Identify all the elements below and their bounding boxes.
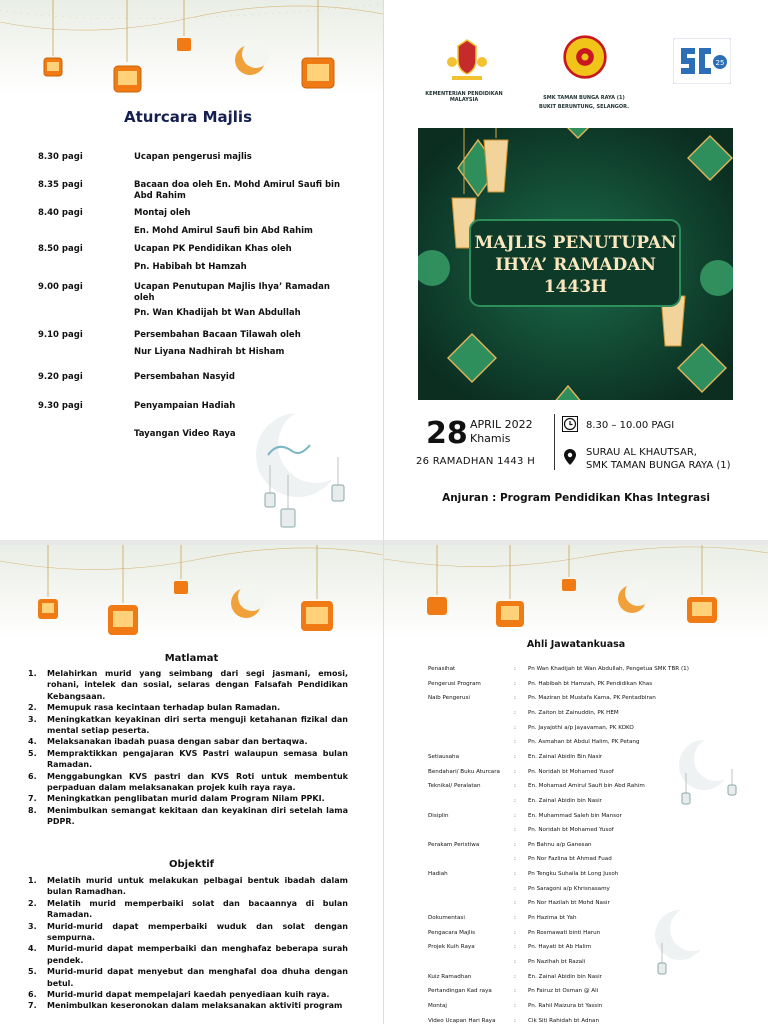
schedule-desc: Persembahan Nasyid — [134, 372, 235, 382]
schedule-time: 8.50 pagi — [38, 244, 83, 254]
list-item: 8. Menimbulkan semangat kekitaan dan keyakinan diri setelah lama PDPR. — [28, 805, 348, 827]
committee-colon: : — [514, 797, 516, 804]
poster-title-line1: MAJLIS PENUTUPAN — [474, 233, 677, 253]
event-day-number: 28 — [426, 416, 468, 451]
committee-member: Pn. Hayati bt Ab Halim — [528, 944, 592, 951]
list-item: 3. Murid-murid dapat memperbaiki wuduk dan solat dengan sempurna. — [28, 921, 348, 943]
committee-member: Cik Siti Rahidah bt Adnan — [528, 1017, 600, 1024]
crescent-moon-icon — [235, 40, 270, 75]
school-caption-line1: SMK TAMAN BUNGA RAYA (1) — [543, 95, 625, 101]
list-item: 7. Menimbulkan keseronokan dalam melaksanakan aktiviti program — [28, 1001, 343, 1011]
event-time: 8.30 – 10.00 PAGI — [586, 420, 675, 431]
committee-colon: : — [514, 812, 516, 819]
event-hijri-date: 26 RAMADHAN 1443 H — [416, 456, 536, 467]
lantern-icon — [562, 545, 576, 591]
lantern-icon — [687, 545, 717, 623]
committee-member: Pn. Rahil Maizura bt Yassin — [528, 1002, 603, 1009]
matlamat-title: Matlamat — [164, 653, 219, 664]
committee-member: Pn Wan Khadijah bt Wan Abdullah, Pengetua SMK TBR (1) — [528, 666, 689, 672]
committee-colon: : — [514, 827, 516, 834]
committee-member: Pn Nazihah bt Razali — [528, 959, 586, 965]
crescent-moon-icon — [618, 580, 651, 613]
hanging-lanterns-decoration — [384, 545, 768, 635]
list-item: 7. Meningkatkan penglibatan murid dalam Program Nilam PPKI. — [28, 794, 325, 804]
schedule-time: 9.10 pagi — [38, 330, 83, 340]
lantern-icon — [108, 545, 138, 635]
committee-member: Pn Bahnu a/p Ganesan — [528, 841, 592, 848]
school-caption-line2: BUKIT BERUNTUNG, SELANGOR. — [539, 104, 629, 110]
committee-member: Pn Tengku Suhaila bt Long Jusoh — [528, 871, 619, 878]
lantern-icon — [44, 0, 62, 76]
committee-role: Perakam Peristiwa — [428, 841, 480, 848]
list-item: 1. Melahirkan murid yang seimbang dari segi jasmani, emosi, rohani, intelek dan sosial, selaras dengan Falsafah Pendidikan Kebangsaan. — [28, 669, 348, 701]
objektif-list — [28, 875, 348, 1012]
crescent-moon-icon — [231, 583, 266, 618]
committee-role: Penasihat — [428, 666, 456, 672]
lantern-icon — [427, 545, 447, 615]
list-item: 5. Mempraktikkan pengajaran KVS Pastri walaupun semasa bulan Ramadan. — [28, 748, 348, 770]
schedule-title: Aturcara Majlis — [123, 108, 252, 126]
committee-role: Setiausaha — [428, 753, 460, 760]
committee-colon: : — [514, 680, 516, 687]
committee-member: Pn. Maziran bt Mustafa Kama, PK Pentadbiran — [528, 695, 656, 702]
lantern-icon — [302, 0, 334, 88]
hanging-lanterns-decoration — [0, 0, 383, 100]
lantern-icon — [174, 545, 188, 594]
ministry-caption: KEMENTERIAN PENDIDIKAN MALAYSIA — [425, 91, 503, 103]
committee-member: Pn Nor Fazlina bt Ahmad Fuad — [528, 856, 612, 863]
eid-moon-decoration — [250, 405, 360, 535]
list-item: 1. Melatih murid untuk melakukan pelbagai bentuk ibadah dalam bulan Ramadhan. — [28, 876, 348, 897]
committee-member: Pn Rosmawati binti Harun — [528, 929, 601, 936]
clock-icon — [562, 416, 578, 432]
lantern-icon — [38, 545, 58, 619]
matlamat-list — [28, 668, 348, 828]
schedule-desc: Ucapan pengerusi majlis — [134, 152, 252, 162]
list-item: 2. Melatih murid memperbaiki solat dan bacaannya di bulan Ramadan. — [28, 898, 348, 920]
committee-member: Pn. Zaiton bt Zainuddin, PK HEM — [528, 709, 619, 716]
list-item: 2. Memupuk rasa kecintaan terhadap bulan Ramadan. — [28, 703, 281, 713]
event-poster — [418, 128, 733, 400]
committee-colon: : — [514, 1017, 516, 1024]
committee-colon: : — [514, 929, 516, 936]
committee-member: Pn. Habibah bt Hamzah, PK Pendidikan Khas — [528, 680, 653, 687]
poster-title-line2: IHYA’ RAMADAN — [495, 255, 656, 275]
event-weekday: Khamis — [470, 432, 511, 445]
committee-colon: : — [514, 695, 516, 702]
schedule-desc: Montaj oleh — [134, 208, 191, 218]
school-crest-logo — [556, 34, 614, 80]
location-pin-icon — [564, 449, 576, 465]
schedule-time: 8.40 pagi — [38, 208, 83, 218]
schedule-desc: Pn. Habibah bt Hamzah — [134, 262, 247, 272]
committee-role: Naib Pengerusi — [428, 695, 470, 702]
schedule-desc: Tayangan Video Raya — [134, 429, 236, 439]
ministry-crest-logo — [438, 36, 496, 82]
committee-member: Pn. Noridah bt Mohamed Yusof — [528, 768, 614, 775]
list-item: 4. Melaksanakan ibadah puasa dengan sabar dan bertaqwa. — [28, 737, 308, 747]
schedule-desc: Pn. Wan Khadijah bt Wan Abdullah — [134, 308, 301, 318]
schedule-desc: Ucapan PK Pendidikan Khas oleh — [134, 244, 292, 254]
committee-colon: : — [514, 666, 516, 672]
committee-colon: : — [514, 783, 516, 790]
committee-colon: : — [514, 988, 516, 995]
committee-role: Bendahari/ Buku Aturcara — [428, 768, 500, 775]
venue-line1: SURAU AL KHAUTSAR, — [586, 447, 697, 458]
poster-title — [470, 232, 681, 298]
schedule-desc: En. Mohd Amirul Saufi bin Abd Rahim — [134, 226, 313, 236]
committee-member: En. Zainal Abidin bin Nasir — [528, 797, 602, 804]
organizer-text: Anjuran : Program Pendidikan Khas Integrasi — [442, 492, 710, 504]
committee-role: Pengerusi Program — [428, 680, 481, 687]
committee-colon: : — [514, 724, 516, 731]
schedule-panel — [0, 0, 383, 540]
objectives-panel — [0, 545, 383, 1024]
schedule-desc: Ucapan Penutupan Majlis Ihya’ Ramadan oleh — [134, 282, 330, 303]
committee-member: Pn. Jayajothi a/p Jayavaman, PK KOKO — [528, 724, 634, 731]
eid-moon-decoration — [650, 905, 720, 985]
committee-role: Dokumentasi — [428, 915, 465, 922]
lantern-icon — [496, 545, 524, 627]
list-item: 6. Murid-murid dapat mempelajari kaedah penyediaan kuih raya. — [28, 990, 330, 1000]
list-item: 3. Meningkatkan keyakinan diri serta menguji ketahanan fizikal dan mental setiap peserta. — [28, 714, 348, 736]
committee-colon: : — [514, 739, 516, 746]
committee-role: Hadiah — [428, 871, 448, 878]
committee-member: En. Mohamad Amirul Saufi bin Abd Rahim — [528, 783, 645, 790]
eid-moon-decoration — [674, 735, 744, 815]
committee-title: Ahli Jawatankuasa — [526, 639, 626, 650]
committee-role: Disiplin — [428, 812, 449, 819]
committee-colon: : — [514, 841, 516, 848]
committee-colon: : — [514, 871, 516, 878]
event-month-year: APRIL 2022 — [470, 418, 533, 431]
schedule-desc: Nur Liyana Nadhirah bt Hisham — [134, 347, 285, 357]
committee-colon: : — [514, 753, 516, 760]
schedule-time: 9.30 pagi — [38, 401, 83, 411]
schedule-desc: Bacaan doa oleh En. Mohd Amirul Saufi bin Abd Rahim — [134, 180, 341, 201]
committee-colon: : — [514, 900, 516, 907]
committee-member: Pn. Asmahan bt Abdul Halim, PK Petang — [528, 739, 640, 746]
committee-member: Pn Nor Hazilah bt Mohd Nasir — [528, 900, 610, 907]
committee-member: Pn. Noridah bt Mohamed Yusof — [528, 827, 614, 834]
committee-role: Projek Kuih Raya — [428, 944, 475, 951]
committee-member: Pn Fairuz bt Osman @ Ali — [528, 988, 599, 995]
list-item: 4. Murid-murid dapat memperbaiki dan menghafaz beberapa surah pendek. — [28, 944, 348, 965]
committee-role: Montaj — [428, 1002, 447, 1009]
schedule-time: 8.35 pagi — [38, 180, 83, 190]
lantern-icon — [114, 0, 141, 92]
committee-colon: : — [514, 973, 516, 980]
lantern-icon — [177, 0, 191, 51]
venue-line2: SMK TAMAN BUNGA RAYA (1) — [586, 460, 731, 471]
committee-member: En. Muhammad Saleh bin Mansor — [528, 812, 622, 819]
info-divider — [554, 414, 555, 470]
committee-colon: : — [514, 1002, 516, 1009]
committee-colon: : — [514, 768, 516, 775]
poster-title-line3: 1443H — [543, 277, 608, 297]
committee-member: En. Zainal Abidin bin Nasir — [528, 973, 602, 980]
schedule-desc: Penyampaian Hadiah — [134, 401, 236, 411]
hanging-lanterns-decoration — [0, 545, 383, 645]
committee-colon: : — [514, 709, 516, 716]
committee-role: Kuiz Ramadhan — [428, 973, 472, 980]
list-item: 6. Menggabungkan KVS pastri dan KVS Roti untuk membentuk perpaduan dalam melaksanakan projek kuih raya raya. — [28, 771, 348, 793]
objektif-title: Objektif — [168, 859, 215, 870]
anniversary-logo — [673, 38, 731, 84]
committee-member: Pn Hazima bt Yah — [528, 915, 577, 922]
committee-member: Pn Saragoni a/p Khrisnasamy — [528, 885, 610, 892]
committee-role: Pertandingan Kad raya — [428, 988, 492, 995]
committee-role: Pengacara Majlis — [428, 929, 475, 936]
schedule-time: 9.00 pagi — [38, 282, 83, 292]
committee-panel — [384, 545, 768, 1024]
anniversary-number: 25 — [715, 59, 725, 67]
list-item: 5. Murid-murid dapat menyebut dan menghafal doa dhuha dengan betul. — [28, 967, 348, 988]
lantern-icon — [301, 545, 333, 631]
committee-colon: : — [514, 944, 516, 951]
schedule-desc: Persembahan Bacaan Tilawah oleh — [134, 330, 301, 340]
committee-colon: : — [514, 885, 516, 892]
committee-colon: : — [514, 959, 516, 965]
cover-panel — [384, 0, 768, 540]
committee-role: Teknikal/ Peralatan — [428, 783, 481, 790]
committee-role: Video Ucapan Hari Raya — [428, 1017, 496, 1024]
committee-member: En. Zainal Abidin Bin Nasir — [528, 753, 603, 760]
schedule-time: 8.30 pagi — [38, 152, 83, 162]
schedule-time: 9.20 pagi — [38, 372, 83, 382]
committee-colon: : — [514, 856, 516, 863]
committee-colon: : — [514, 915, 516, 922]
